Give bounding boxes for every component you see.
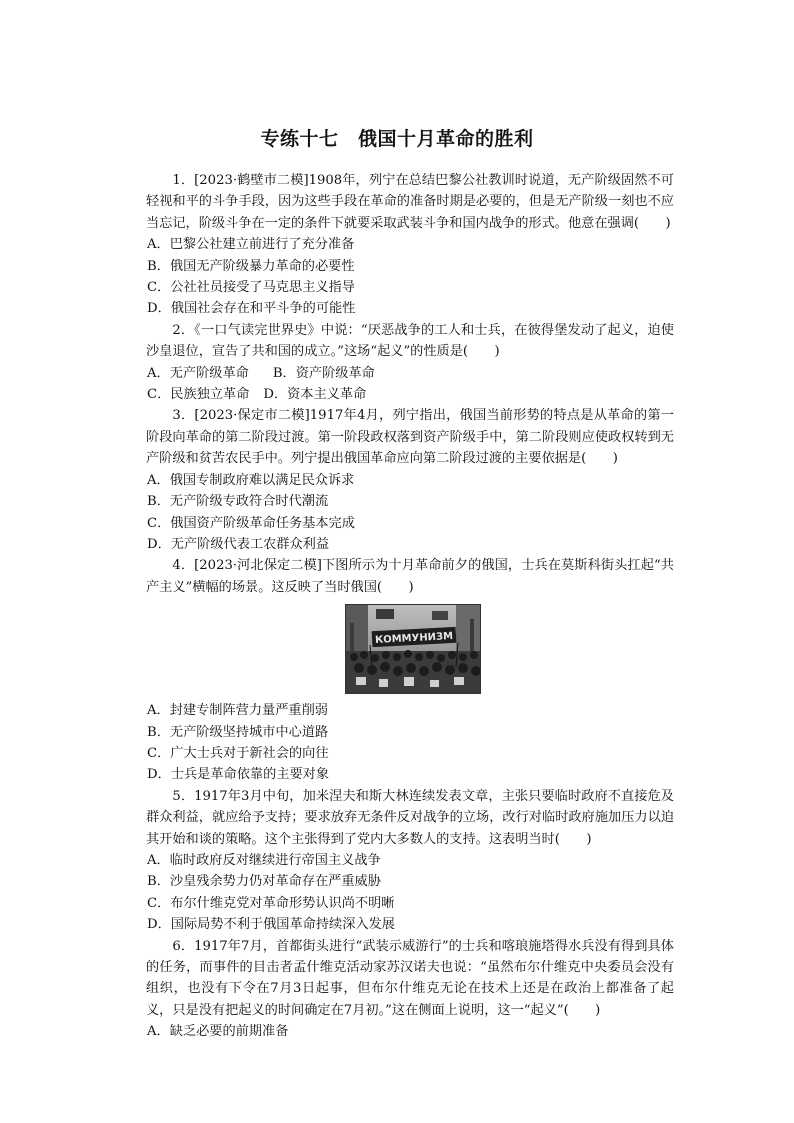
option-b: B．无产阶级坚持城市中心道路: [147, 724, 329, 740]
option-c: C．俄国资产阶级革命任务基本完成: [147, 515, 355, 531]
question-3: [146, 405, 674, 555]
page-title: 专练十七 俄国十月革命的胜利: [260, 128, 534, 150]
question-6: [146, 936, 674, 1043]
option-b: B．俄国无产阶级暴力革命的必要性: [147, 258, 355, 274]
question-4: [146, 555, 674, 785]
question-stem: 2．《一口气读完世界史》中说：“厌恶战争的工人和士兵，在彼得堡发动了起义，迫使沙皇退位，宣告了共和国的成立。”这场“起义”的性质是( ): [146, 322, 674, 360]
photo-illustration: [346, 605, 480, 693]
option-a: A．俄国专制政府难以满足民众诉求: [147, 472, 355, 488]
option-a: A．巴黎公社建立前进行了充分准备: [147, 237, 355, 253]
option-a: A．临时政府反对继续进行帝国主义战争: [147, 852, 381, 868]
option-c: C．民族独立革命: [147, 387, 250, 403]
option-b: B．无产阶级专政符合时代潮流: [147, 494, 329, 510]
option-a: A．无产阶级革命: [147, 365, 249, 381]
question-1: [146, 170, 674, 320]
option-row: [146, 384, 674, 405]
option-d: D．无产阶级代表工农群众利益: [147, 536, 330, 552]
question-list: [146, 170, 674, 1043]
question-stem: 1．[2023·鹤壁市二模]1908年，列宁在总结巴黎公社教训时说道，无产阶级固然不可轻视和平的斗争手段，因为这些手段在革命的准备时期是必要的，但是无产阶级一刻也不应当忘记，阶级斗争在一定的条件下就要采取武装斗争和国内战争的形式。他意在强调( ): [146, 173, 674, 231]
question-stem: 4．[2023·河北保定二模]下图所示为十月革命前夕的俄国，士兵在莫斯科街头扛起“共产主义”横幅的场景。这反映了当时俄国( ): [146, 558, 674, 595]
option-d: D．士兵是革命依靠的主要对象: [147, 767, 330, 783]
option-c: C．公社社员接受了马克思主义指导: [147, 280, 355, 296]
option-d: D．资本主义革命: [263, 387, 367, 403]
question-5: [146, 786, 674, 936]
option-a: A．封建专制阵营力量严重削弱: [147, 703, 328, 719]
question-2: [146, 320, 674, 406]
option-b: B．资产阶级革命: [272, 365, 375, 381]
question-stem: 3．[2023·保定市二模]1917年4月，列宁指出，俄国当前形势的特点是从革命的第一阶段向革命的第二阶段过渡。第一阶段政权落到资产阶级手中，第二阶段则应使政权转到无产阶级和贫苦农民手中。列宁提出俄国革命应向第二阶段过渡的主要依据是( ): [146, 408, 674, 467]
option-row: [146, 363, 674, 384]
historical-photo: [345, 604, 481, 694]
question-stem: 6．1917年7月，首都街头进行“武装示威游行”的士兵和喀琅施塔得水兵没有得到具体的任务，而事件的目击者孟什维克活动家苏汉诺夫也说：“虽然布尔什维克中央委员会没有组织，也没有下令在7月3日起事，但布尔什维克无论在技术上还是在政治上都准备了起义，只是没有把起义的时间确定在7月初。”这在侧面上说明，这一“起义”( ): [146, 938, 674, 1018]
option-a: A．缺乏必要的前期准备: [147, 1024, 289, 1040]
option-c: C．广大士兵对于新社会的向往: [147, 745, 329, 761]
option-b: B．沙皇残余势力仍对革命存在严重威胁: [147, 874, 381, 890]
option-d: D．国际局势不利于俄国革命持续深入发展: [147, 917, 395, 933]
banner-text: КОММУНИЗМ: [374, 631, 454, 647]
option-d: D．俄国社会存在和平斗争的可能性: [147, 301, 356, 317]
option-c: C．布尔什维克党对革命形势认识尚不明晰: [147, 895, 395, 911]
question-stem: 5．1917年3月中旬，加米涅夫和斯大林连续发表文章，主张只要临时政府不直接危及群众利益，就应给予支持；要求放弃无条件反对战争的立场，改行对临时政府施加压力以迫其开始和谈的策略。这个主张得到了党内大多数人的支持。这表明当时( ): [146, 788, 674, 847]
